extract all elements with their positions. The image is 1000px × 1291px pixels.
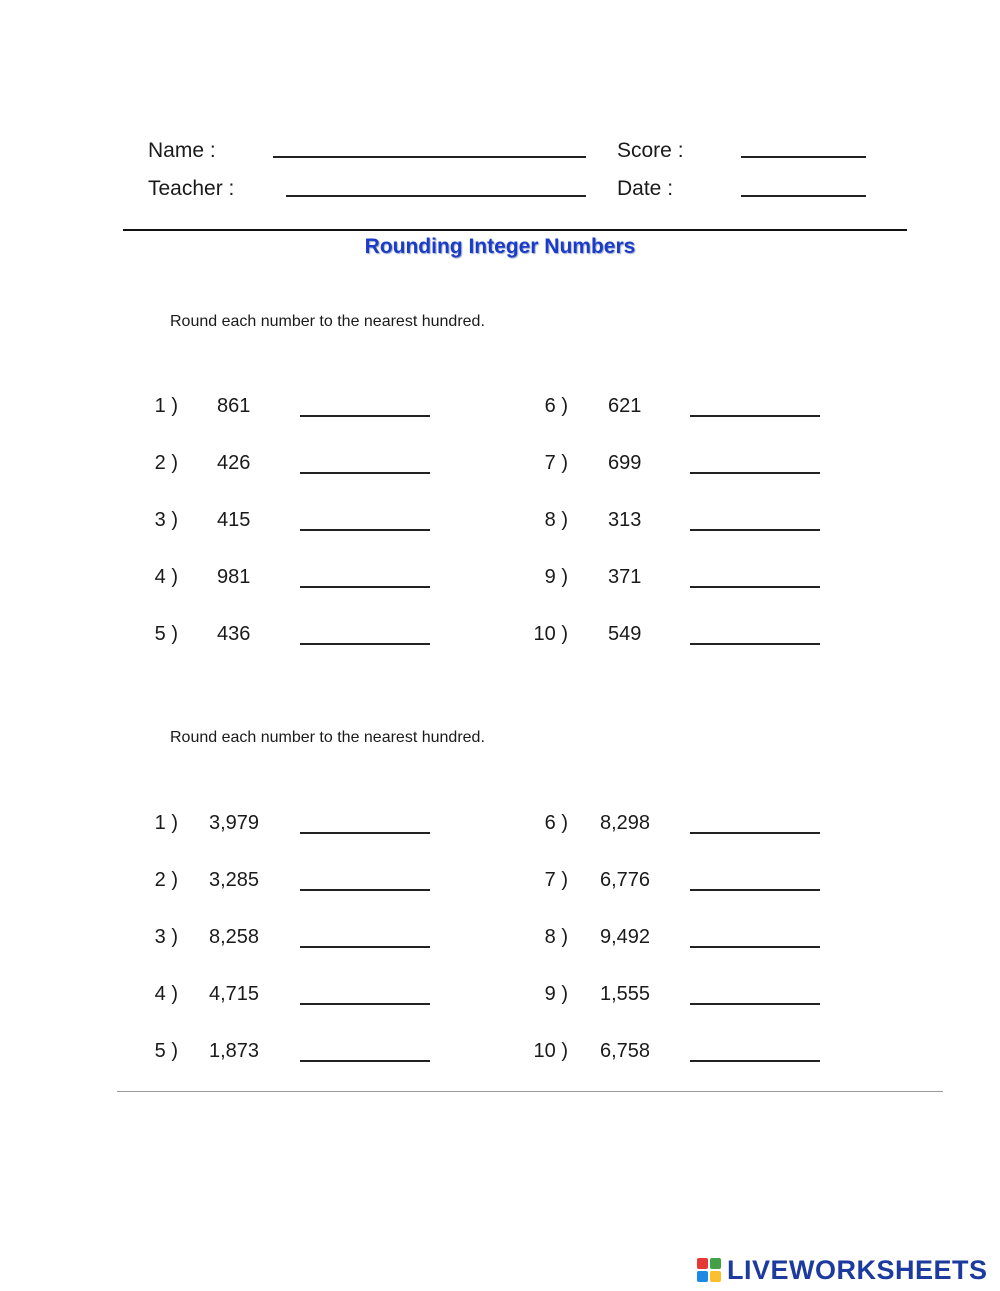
problem-label: 8 ): [544, 509, 568, 531]
answer-blank[interactable]: [300, 1060, 430, 1062]
liveworksheets-logo-icon: [697, 1258, 721, 1282]
problem-label: 7 ): [544, 869, 568, 891]
answer-blank[interactable]: [690, 472, 820, 474]
page-title: Rounding Integer Numbers: [364, 235, 636, 258]
answer-blank[interactable]: [690, 529, 820, 531]
problem-number: 8,298: [600, 812, 651, 834]
problem-number: 8,258: [209, 926, 260, 948]
answer-blank[interactable]: [690, 415, 820, 417]
teacher-field[interactable]: [286, 195, 586, 197]
problem-label: 8 ): [544, 926, 568, 948]
problem-number: 621: [608, 395, 642, 417]
problem-number: 699: [608, 452, 642, 474]
problem-number: 6,776: [600, 869, 651, 891]
date-field[interactable]: [741, 195, 866, 197]
problem-label: 3 ): [154, 926, 178, 948]
answer-blank[interactable]: [300, 643, 430, 645]
problem-label: 9 ): [544, 983, 568, 1005]
problem-label: 9 ): [544, 566, 568, 588]
problem-number: 4,715: [209, 983, 260, 1005]
answer-blank[interactable]: [300, 889, 430, 891]
problem-number: 6,758: [600, 1040, 651, 1062]
problem-number: 3,979: [209, 812, 260, 834]
answer-blank[interactable]: [300, 472, 430, 474]
liveworksheets-logo: [697, 1253, 988, 1287]
problem-label: 3 ): [154, 509, 178, 531]
logo-square-blue: [697, 1271, 708, 1282]
answer-blank[interactable]: [690, 946, 820, 948]
name-field[interactable]: [273, 156, 586, 158]
answer-blank[interactable]: [300, 832, 430, 834]
score-field[interactable]: [741, 156, 866, 158]
problem-label: 5 ): [154, 1040, 178, 1062]
answer-blank[interactable]: [300, 415, 430, 417]
problem-number: 1,555: [600, 983, 651, 1005]
problem-number: 313: [608, 509, 642, 531]
problem-number: 981: [217, 566, 251, 588]
problem-number: 436: [217, 623, 251, 645]
problem-label: 6 ): [544, 812, 568, 834]
answer-blank[interactable]: [300, 946, 430, 948]
header-divider: [123, 229, 907, 231]
logo-square-yellow: [710, 1271, 721, 1282]
logo-square-green: [710, 1258, 721, 1269]
answer-blank[interactable]: [690, 1003, 820, 1005]
answer-blank[interactable]: [690, 1060, 820, 1062]
answer-blank[interactable]: [690, 889, 820, 891]
problem-number: 415: [217, 509, 251, 531]
score-label: Score :: [617, 139, 684, 162]
answer-blank[interactable]: [300, 1003, 430, 1005]
logo-square-red: [697, 1258, 708, 1269]
brand-text: LIVEWORKSHEETS: [727, 1254, 988, 1285]
problem-label: 7 ): [544, 452, 568, 474]
section-1-instruction: Round each number to the nearest hundred.: [170, 313, 485, 330]
problem-number: 426: [217, 452, 251, 474]
problem-label: 6 ): [544, 395, 568, 417]
problem-number: 371: [608, 566, 642, 588]
problem-number: 861: [217, 395, 251, 417]
answer-blank[interactable]: [300, 529, 430, 531]
problem-number: 9,492: [600, 926, 651, 948]
problem-number: 549: [608, 623, 642, 645]
teacher-label: Teacher :: [148, 177, 235, 200]
problem-label: 1 ): [154, 812, 178, 834]
answer-blank[interactable]: [690, 832, 820, 834]
date-label: Date :: [617, 177, 674, 200]
problem-label: 2 ): [154, 869, 178, 891]
problem-label: 4 ): [154, 566, 178, 588]
problem-label: 10 ): [533, 1040, 568, 1062]
problem-number: 3,285: [209, 869, 260, 891]
problem-label: 4 ): [154, 983, 178, 1005]
answer-blank[interactable]: [690, 586, 820, 588]
name-label: Name :: [148, 139, 216, 162]
problem-number: 1,873: [209, 1040, 260, 1062]
problem-label: 10 ): [533, 623, 568, 645]
bottom-divider: [117, 1091, 943, 1092]
problem-label: 1 ): [154, 395, 178, 417]
answer-blank[interactable]: [300, 586, 430, 588]
problem-label: 2 ): [154, 452, 178, 474]
answer-blank[interactable]: [690, 643, 820, 645]
problem-label: 5 ): [154, 623, 178, 645]
section-2-instruction: Round each number to the nearest hundred.: [170, 729, 485, 746]
